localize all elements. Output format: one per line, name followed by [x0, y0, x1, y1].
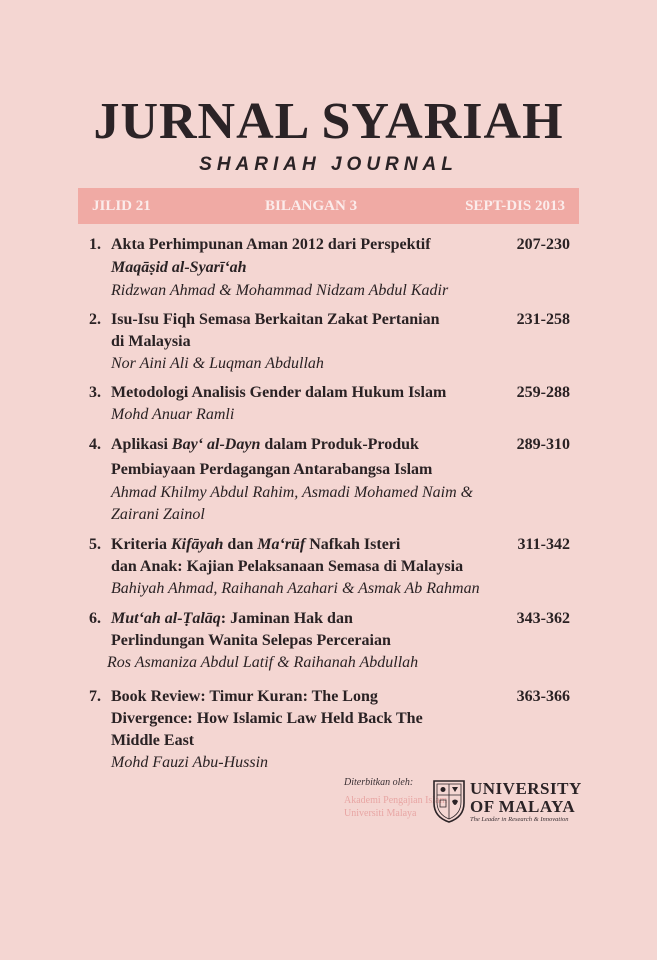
title-part-italic: Mut‘ah al-Ṭalāq [111, 610, 221, 627]
entry-number: 3. [89, 384, 101, 401]
entry-title [111, 534, 400, 556]
entry-title: Metodologi Analisis Gender dalam Hukum Islam [111, 384, 447, 401]
entry-number: 7. [89, 688, 101, 705]
title-part: Aplikasi [111, 436, 172, 453]
academy-line: Universiti Malaya [344, 808, 417, 819]
entry-pages: 343-362 [516, 610, 570, 627]
university-crest-icon [432, 779, 466, 823]
university-name-line1: UNIVERSITY [470, 779, 582, 798]
issue-band [78, 188, 579, 224]
title-part: dalam Produk-Produk [260, 436, 419, 453]
entry-title [111, 434, 419, 456]
academy-line: Akademi Pengajian Islam [344, 795, 448, 806]
entry-title [111, 608, 353, 630]
entry-title-cont: Pembiayaan Perdagangan Antarabangsa Islam [111, 461, 433, 478]
entry-authors: Bahiyah Ahmad, Raihanah Azahari & Asmak Ab Rahman [111, 580, 480, 597]
entry-title-cont: Divergence: How Islamic Law Held Back The [111, 710, 423, 727]
university-name-line2: OF MALAYA [470, 797, 576, 816]
entry-title-cont: Maqāṣid al-Syarī‘ah [111, 259, 247, 276]
entry-number: 2. [89, 311, 101, 328]
title-part-italic: Bay‘ al-Dayn [171, 436, 261, 453]
title-part-italic: Ma‘rūf [257, 536, 306, 553]
entry-title-cont: di Malaysia [111, 333, 191, 350]
entry-pages: 363-366 [516, 688, 570, 705]
entry-authors: Ahmad Khilmy Abdul Rahim, Asmadi Mohamed Naim & [111, 484, 474, 501]
publisher-label: Diterbitkan oleh: [344, 777, 414, 788]
title-part: Nafkah Isteri [305, 536, 401, 553]
entry-authors: Mohd Anuar Ramli [111, 406, 235, 423]
entry-authors: Nor Aini Ali & Luqman Abdullah [111, 355, 324, 372]
volume-label: JILID 21 [92, 198, 151, 214]
entry-number: 5. [89, 536, 101, 553]
university-tagline: The Leader in Research & Innovation [470, 816, 569, 823]
entry-number: 6. [89, 610, 101, 627]
title-part: : Jaminan Hak dan [220, 610, 353, 627]
entry-pages: 231-258 [516, 311, 570, 328]
entry-pages: 207-230 [516, 236, 570, 253]
title-part: dan [223, 536, 258, 553]
entry-pages: 289-310 [516, 436, 570, 453]
entry-number: 4. [89, 436, 101, 453]
journal-title: JURNAL SYARIAH [93, 93, 564, 150]
entry-title-cont: Middle East [111, 732, 195, 749]
entry-title: Akta Perhimpunan Aman 2012 dari Perspektif [111, 236, 431, 253]
entry-title-cont: dan Anak: Kajian Pelaksanaan Semasa di Malaysia [111, 558, 464, 575]
journal-subtitle: SHARIAH JOURNAL [199, 154, 458, 175]
entry-title-cont: Perlindungan Wanita Selepas Perceraian [111, 632, 391, 649]
issue-label: BILANGAN 3 [265, 198, 358, 214]
title-part-italic: Kifāyah [170, 536, 224, 553]
entry-number: 1. [89, 236, 101, 253]
entry-pages: 259-288 [516, 384, 570, 401]
entry-title: Isu-Isu Fiqh Semasa Berkaitan Zakat Pertanian [111, 311, 440, 328]
title-part: Kriteria [111, 536, 171, 553]
entry-authors: Ros Asmaniza Abdul Latif & Raihanah Abdullah [107, 654, 419, 671]
date-label: SEPT-DIS 2013 [465, 198, 565, 214]
entry-authors: Mohd Fauzi Abu-Hussin [111, 754, 269, 771]
entry-authors-cont: Zairani Zainol [111, 506, 205, 523]
entry-authors: Ridzwan Ahmad & Mohammad Nidzam Abdul Kadir [111, 282, 449, 299]
entry-pages: 311-342 [517, 536, 570, 553]
entry-title: Book Review: Timur Kuran: The Long [111, 688, 378, 705]
